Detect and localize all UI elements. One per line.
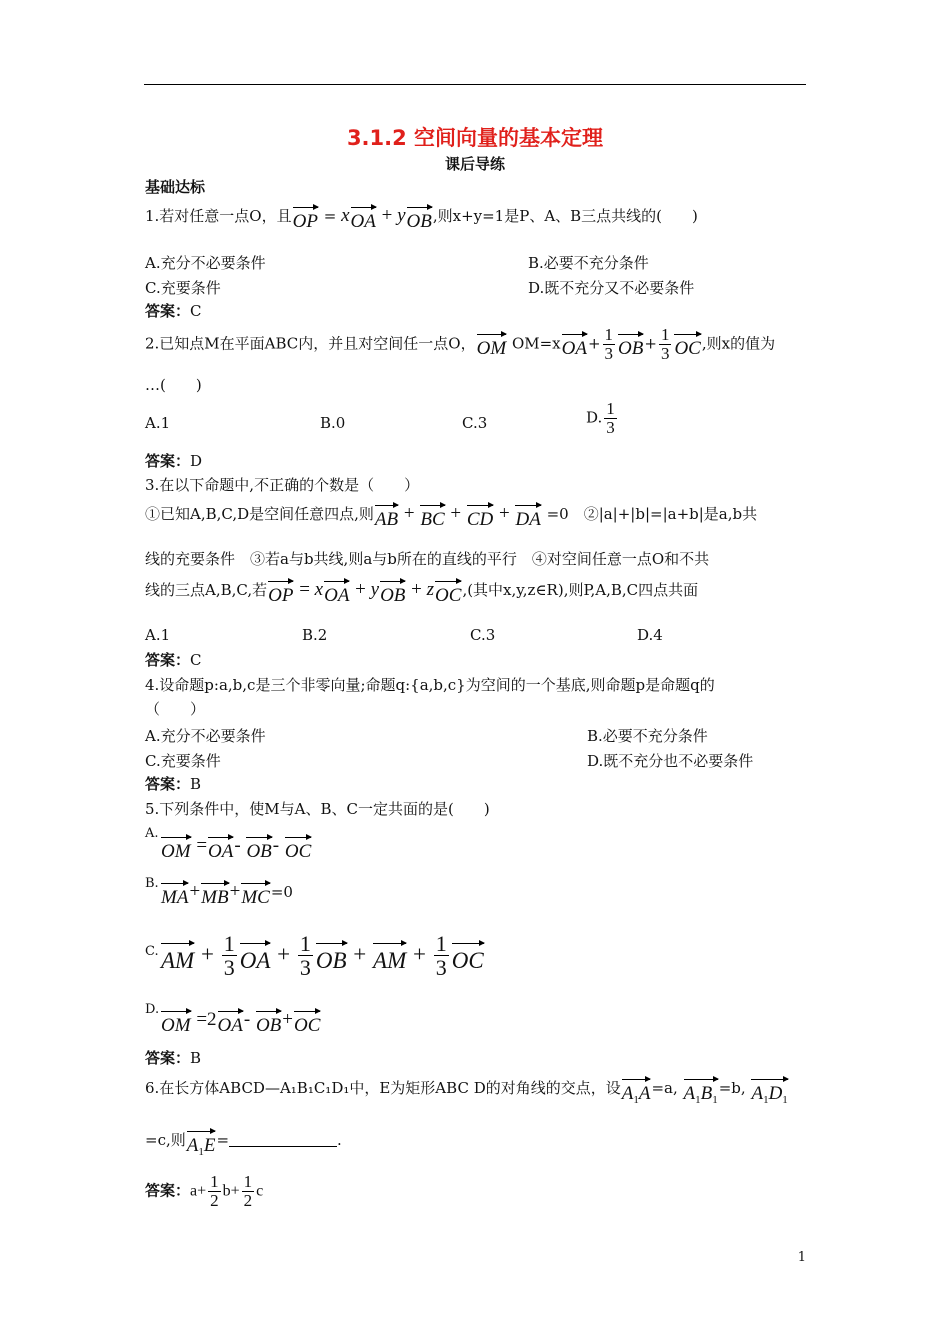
question-4-option-b: B.必要不充分条件 — [587, 727, 708, 745]
question-3-option-d: D.4 — [637, 626, 663, 644]
question-5-option-a: OM =OA- OB- OC — [161, 835, 312, 862]
question-2-option-b: B.0 — [320, 414, 346, 432]
question-3-line-2: ①已知A,B,C,D是空间任意四点,则AB + BC + CD + DA =0 ②|a|+|b|=|a+b|是a,b共 — [145, 503, 758, 530]
question-3-option-b: B.2 — [302, 626, 328, 644]
page-subtitle: 课后导练 — [444, 155, 505, 173]
question-2-option-a: A.1 — [145, 414, 171, 432]
question-1-option-a: A.充分不必要条件 — [145, 254, 266, 272]
question-2-option-d: D. $\frac{1}{3}$ — [586, 399, 615, 437]
question-1-answer: 答案：C — [145, 302, 202, 320]
question-6-answer: 答案：a+ $\frac{1}{2}$ b+ $\frac{1}{2}$ c — [145, 1172, 264, 1210]
question-5-option-d: OM =2OA- OB+OC — [161, 1009, 321, 1036]
question-5-answer: 答案：B — [145, 1049, 202, 1067]
question-3-line-3: 线的充要条件 ③若a与b共线,则a与b所在的直线的平行 ④对空间任意一点O和不共 — [145, 550, 710, 568]
question-5-label-d: D. — [145, 1002, 160, 1017]
question-5-label-c: C. — [145, 944, 159, 959]
question-1-option-b: B.必要不充分条件 — [528, 254, 649, 272]
question-6-stem: 6.在长方体ABCD—A₁B₁C₁D₁中，E为矩形ABC D的对角线的交点，设$A_1A=a$, $A_1B_1=b$, $A_1D_1$ — [145, 1076, 789, 1106]
question-5-stem: 5.下列条件中，使M与A、B、C一定共面的是( ) — [145, 800, 490, 818]
question-4-answer: 答案：B — [145, 775, 202, 793]
question-3-line-4: 线的三点A,B,C,若OP = xOA + yOB + zOC,(其中x,y,z∈R),则P,A,B,C四点共面 — [145, 579, 699, 606]
page-number: 1 — [797, 1250, 806, 1265]
question-4-stem-cont: （ ） — [145, 700, 206, 718]
question-2-stem-cont: …( ) — [145, 376, 202, 394]
question-3-option-c: C.3 — [470, 626, 496, 644]
question-5-option-b: MA+MB+MC=0 — [161, 881, 293, 908]
question-3-stem: 3.在以下命题中,不正确的个数是（ ） — [145, 476, 420, 494]
question-6-stem-cont: =c,则$A_1E=$ . — [145, 1128, 342, 1158]
question-4-option-d: D.既不充分也不必要条件 — [587, 752, 754, 770]
page-title: 3.1.2 空间向量的基本定理 — [346, 126, 604, 150]
question-3-answer: 答案：C — [145, 651, 202, 669]
question-2-stem: 2.已知点M在平面ABC内，并且对空间任一点O，OM OM=xOA+ $\frac{1}{3}$ OB+ $\frac{1}{3}$ OC,则x的值为 — [145, 325, 776, 363]
question-4-option-a: A.充分不必要条件 — [145, 727, 266, 745]
question-1-option-c: C.充要条件 — [145, 279, 221, 297]
question-4-stem: 4.设命题p:a,b,c是三个非零向量;命题q:{a,b,c}为空间的一个基底,则命题p是命题q的 — [145, 676, 715, 694]
header-rule — [144, 84, 806, 85]
question-2-answer: 答案：D — [145, 452, 203, 470]
question-5-label-b: B. — [145, 876, 159, 891]
question-1-stem: 1.若对任意一点O，且OP = xOA + yOB,则x+y=1是P、A、B三点共线的( ) — [145, 205, 698, 232]
question-5-option-c: AM + $\frac{1}{3}$ OA + $\frac{1}{3}$ OB + AM + $\frac{1}{3}$ OC — [161, 931, 484, 981]
section-heading: 基础达标 — [145, 178, 206, 196]
question-1-option-d: D.既不充分又不必要条件 — [528, 279, 695, 297]
question-5-label-a: A. — [145, 826, 159, 841]
question-2-option-c: C.3 — [462, 414, 488, 432]
question-4-option-c: C.充要条件 — [145, 752, 221, 770]
answer-blank — [229, 1146, 337, 1147]
question-3-option-a: A.1 — [145, 626, 171, 644]
